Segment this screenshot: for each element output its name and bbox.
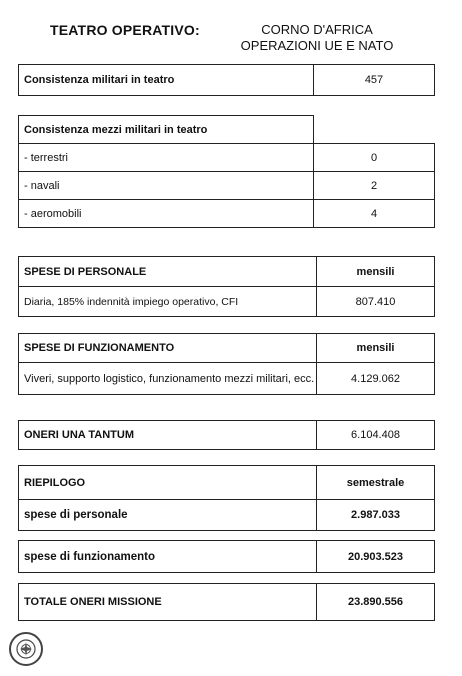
vehicles-table: [18, 115, 435, 228]
theater-subtitle: [232, 22, 402, 54]
summary-table: [18, 465, 435, 531]
vehicles-table-title: Consistenza mezzi militari in teatro: [19, 116, 314, 144]
one-off-costs-label: ONERI UNA TANTUM: [19, 421, 317, 450]
vehicles-row-value: 0: [314, 144, 435, 172]
summary-operating-value: 20.903.523: [317, 541, 435, 573]
operating-costs-table: [18, 333, 435, 395]
one-off-costs-table: [18, 420, 435, 450]
personnel-costs-period: mensili: [317, 257, 435, 287]
operating-costs-value: 4.129.062: [317, 363, 435, 395]
vehicles-row-label: - navali: [19, 172, 314, 200]
summary-personnel-label: spese di personale: [19, 500, 317, 531]
official-seal-icon: [9, 632, 43, 666]
one-off-costs-value: 6.104.408: [317, 421, 435, 450]
vehicles-row-label: - terrestri: [19, 144, 314, 172]
vehicles-row-value: 4: [314, 200, 435, 228]
summary-operating-table: [18, 540, 435, 573]
summary-period: semestrale: [317, 466, 435, 500]
total-costs-table: [18, 583, 435, 621]
personnel-count-value: 457: [314, 65, 435, 96]
vehicles-row-value: 2: [314, 172, 435, 200]
personnel-costs-value: 807.410: [317, 287, 435, 317]
personnel-costs-table: [18, 256, 435, 317]
personnel-costs-description: Diaria, 185% indennità impiego operativo, CFI: [19, 287, 317, 317]
theater-name: CORNO D'AFRICA: [261, 22, 373, 37]
summary-title: RIEPILOGO: [19, 466, 317, 500]
seal-emblem-icon: [15, 638, 37, 660]
summary-personnel-value: 2.987.033: [317, 500, 435, 531]
personnel-count-table: [18, 64, 435, 96]
operation-name: OPERAZIONI UE E NATO: [240, 38, 394, 53]
personnel-costs-title: SPESE DI PERSONALE: [19, 257, 317, 287]
operating-costs-period: mensili: [317, 334, 435, 363]
personnel-count-label: Consistenza militari in teatro: [19, 65, 314, 96]
vehicles-row-label: - aeromobili: [19, 200, 314, 228]
total-costs-label: TOTALE ONERI MISSIONE: [19, 584, 317, 621]
summary-operating-label: spese di funzionamento: [19, 541, 317, 573]
operating-costs-title: SPESE DI FUNZIONAMENTO: [19, 334, 317, 363]
operating-costs-description: Viveri, supporto logistico, funzionamento mezzi militari, ecc.: [19, 363, 317, 395]
theater-title: TEATRO OPERATIVO:: [50, 22, 200, 38]
total-costs-value: 23.890.556: [317, 584, 435, 621]
